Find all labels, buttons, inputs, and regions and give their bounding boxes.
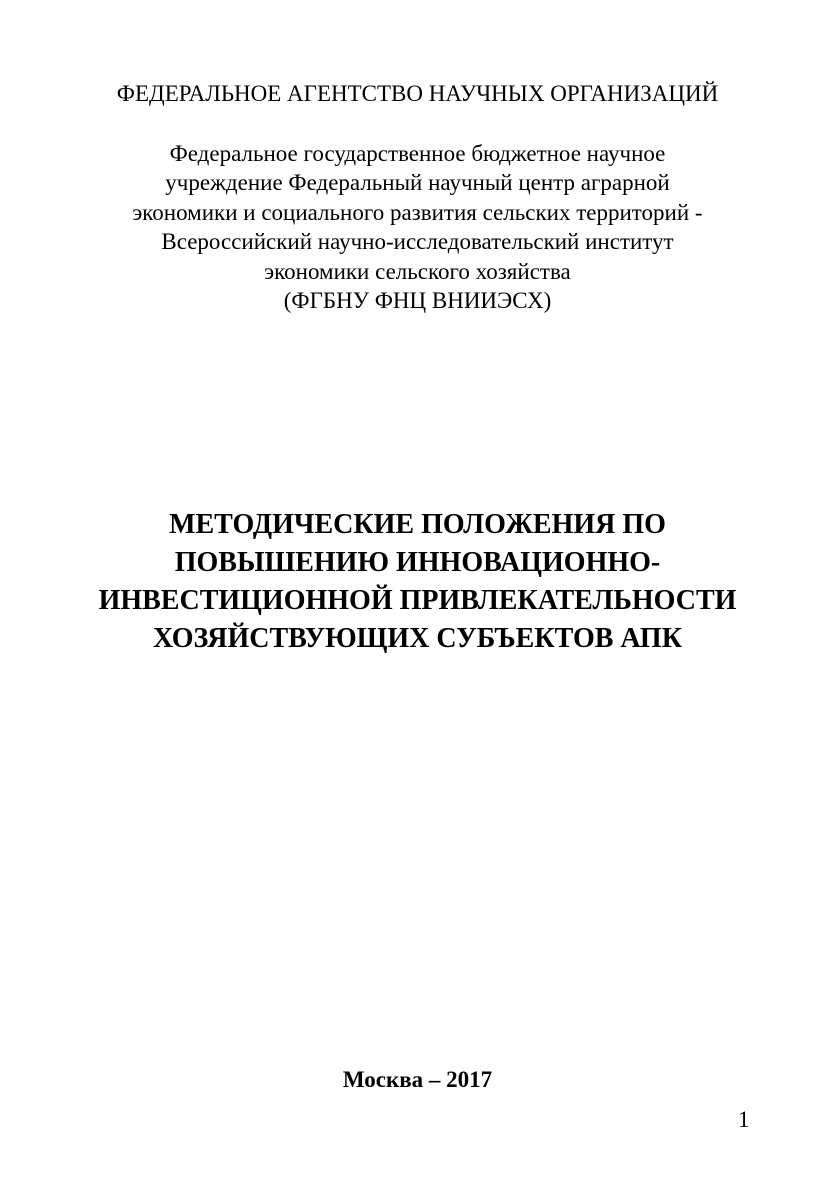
institution-line: Всероссийский научно-исследовательский институт xyxy=(161,229,674,255)
title-line: ХОЗЯЙСТВУЮЩИХ СУБЪЕКТОВ АПК xyxy=(152,623,683,654)
title-line: ИНВЕСТИЦИОННОЙ ПРИВЛЕКАТЕЛЬНОСТИ xyxy=(98,585,737,616)
institution-line: экономики сельского хозяйства xyxy=(264,258,571,284)
document-title xyxy=(40,506,795,658)
page-number: 1 xyxy=(738,1107,750,1132)
institution-line: Федеральное государственное бюджетное научное xyxy=(169,141,666,166)
institution-block xyxy=(60,139,775,315)
institution-line: экономики и социального развития сельских территорий - xyxy=(132,199,703,225)
place-and-year: Москва – 2017 xyxy=(342,1067,493,1092)
title-line: МЕТОДИЧЕСКИЕ ПОЛОЖЕНИЯ ПО xyxy=(169,509,666,540)
institution-line: учреждение Федеральный научный центр аграрной xyxy=(165,170,670,196)
institution-abbreviation: (ФГБНУ ФНЦ ВНИИЭСХ) xyxy=(283,288,552,314)
agency-name: ФЕДЕРАЛЬНОЕ АГЕНТСТВО НАУЧНЫХ ОРГАНИЗАЦИЙ xyxy=(116,81,719,106)
title-line: ПОВЫШЕНИЮ ИННОВАЦИОННО- xyxy=(174,547,661,578)
